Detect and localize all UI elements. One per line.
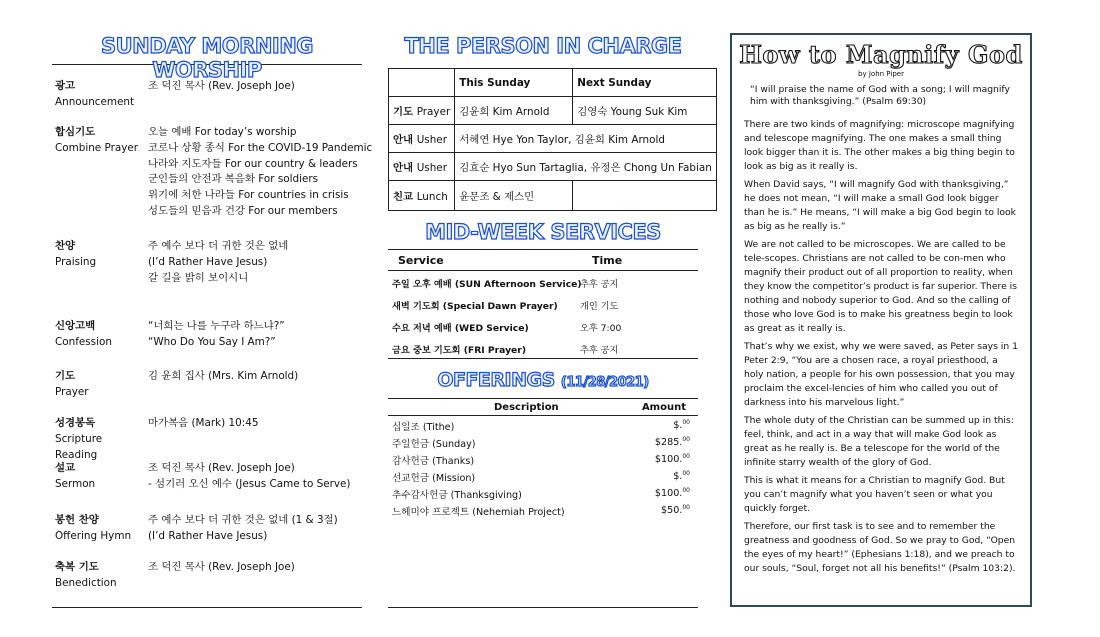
offerings-table	[388, 398, 698, 518]
worship-item-detail	[148, 79, 362, 95]
person-next	[573, 181, 717, 211]
midweek-service: 주일 오후 예배 (SUN Afternoon Service)	[392, 279, 582, 290]
article-box	[730, 33, 1032, 607]
offerings-title	[388, 369, 698, 391]
article-byline: by John Piper	[858, 70, 904, 78]
worship-item-korean: 설교	[55, 462, 76, 474]
worship-item-label	[55, 560, 145, 592]
article-paragraph: Therefore, our first task is to see and to remember the greatness and goodness of God. So we pray to God, “Open the eyes of my heart!” (Ephesians 1:18), and we preach to our souls, “Soul, forget not all his benefits!” (Psalm 103:2).	[744, 520, 1016, 574]
article-body	[744, 118, 1020, 576]
person-row	[389, 97, 717, 125]
worship-item-english: Combine Prayer	[55, 141, 139, 154]
person-header-next: Next Sunday	[573, 69, 717, 97]
worship-item-korean: 봉헌 찬양	[55, 514, 99, 526]
worship-item-english: Praising	[55, 255, 97, 268]
offering-amount-value: $.	[673, 420, 683, 432]
worship-item-label	[55, 79, 145, 111]
worship-item-korean: 기도	[55, 370, 76, 382]
person-role: 친교 Lunch	[389, 181, 455, 211]
worship-item-korean: 합심기도	[55, 126, 96, 138]
worship-item-line: 오늘 예배 For today’s worship	[148, 126, 297, 138]
worship-item-english: Offering Hymn	[55, 529, 132, 542]
article-paragraph: We are not called to be microscopes. We are called to be tele-scopes. Christians are not called to be con-men who magnify their product out of all proportion to reality, when they know the competitor’s product is far superior. There is nothing and nobody superior to God. And so the calling of those who love God is to make his greatness begin to look as great as it really is.	[744, 238, 1017, 334]
worship-item-line: “Who Do You Say I Am?”	[148, 335, 276, 348]
midweek-service: 금요 중보 기도회 (FRI Prayer)	[392, 345, 527, 356]
worship-item-korean: 찬양	[55, 240, 76, 252]
worship-item-line: 코로나 상황 종식 For the COVID-19 Pandemic	[148, 141, 373, 154]
person-this: 김윤희 Kim Arnold	[455, 97, 573, 125]
worship-item-line: 조 덕진 목사 (Rev. Joseph Joe)	[148, 80, 295, 92]
worship-item-korean: 신앙고백	[55, 320, 96, 332]
worship-item-line: 갈 길을 밝히 보이시니	[148, 271, 249, 284]
midweek-title: MID-WEEK SERVICES	[425, 220, 661, 244]
worship-item-line: 조 덕진 목사 (Rev. Joseph Joe)	[148, 462, 295, 474]
offering-amount	[673, 470, 690, 482]
worship-item-label	[55, 125, 145, 157]
worship-item-line: 위기에 처한 나라들 For countries in crisis	[148, 189, 349, 202]
worship-list	[52, 65, 373, 605]
offering-amount-cents: 00	[682, 436, 690, 443]
worship-item-line: 주 예수 보다 더 귀한 것은 없네 (1 & 3절)	[148, 514, 338, 526]
worship-item-detail	[148, 560, 362, 576]
worship-item-line: “너희는 나를 누구라 하느냐?”	[148, 320, 285, 332]
article-paragraph: That’s why we exist, why we were saved, as Peter says in 1 Peter 2:9, “You are a chosen race, a royal priesthood, a holy nation, a people for his own possession, that you may proclaim the excel-lencies of him who called you out of darkness into his marvelous light.”	[744, 340, 1018, 408]
worship-item-detail	[148, 319, 362, 351]
worship-item-detail	[148, 125, 373, 220]
person-this: 서혜연 Hye Yon Taylor, 김윤희 Kim Arnold	[455, 125, 717, 153]
midweek-col-service: Service	[398, 254, 444, 267]
worship-item-english: Prayer	[55, 385, 89, 398]
person-role: 안내 Usher	[389, 125, 455, 153]
worship-item-korean: 축복 기도	[55, 561, 99, 573]
worship-item-label	[55, 369, 145, 401]
offering-amount-value: $100.	[654, 488, 683, 500]
person-row	[389, 153, 717, 181]
worship-item-line: 군인들의 안전과 복음화 For soldiers	[148, 173, 319, 186]
person-table	[388, 68, 717, 211]
offering-row	[388, 467, 698, 484]
offering-row	[388, 484, 698, 501]
person-this: 김효순 Hyo Sun Tartaglia, 유정은 Chong Un Fabian	[455, 153, 717, 181]
midweek-row	[388, 315, 698, 337]
midweek-service: 새벽 기도회 (Special Dawn Prayer)	[392, 301, 558, 312]
offering-amount-cents: 00	[682, 504, 690, 511]
article-paragraph: This is what it means for a Christian to magnify God. But you can’t magnify what you haven’t seen or what you quickly forget.	[744, 474, 1005, 514]
offering-amount	[661, 504, 690, 516]
person-header-this: This Sunday	[455, 69, 573, 97]
offering-desc: 십일조 (Tithe)	[392, 422, 455, 433]
offering-amount-cents: 00	[682, 419, 690, 426]
worship-item-english: Sermon	[55, 477, 96, 490]
offering-desc: 주일헌금 (Sunday)	[392, 439, 476, 450]
offering-amount-value: $.	[673, 471, 683, 483]
worship-item-line: (I’d Rather Have Jesus)	[148, 529, 268, 542]
offering-amount-cents: 00	[682, 487, 690, 494]
worship-item-line: 김 윤희 집사 (Mrs. Kim Arnold)	[148, 370, 299, 382]
worship-item-line: 조 덕진 목사 (Rev. Joseph Joe)	[148, 561, 295, 573]
offerings-col-desc: Description	[494, 402, 559, 413]
person-role: 기도 Prayer	[389, 97, 455, 125]
worship-item-detail	[148, 416, 362, 432]
worship-item-label	[55, 461, 145, 493]
midweek-col-time: Time	[592, 254, 623, 267]
worship-title: SUNDAY MORNING WORSHIP	[100, 34, 314, 82]
offerings-rows	[388, 416, 698, 518]
worship-item-detail	[148, 369, 362, 385]
offering-desc: 선교헌금 (Mission)	[392, 473, 476, 484]
midweek-time: 개인 기도	[580, 301, 619, 312]
worship-item-detail	[148, 239, 362, 286]
offering-desc: 느헤미야 프로젝트 (Nehemiah Project)	[392, 507, 565, 518]
offering-row	[388, 501, 698, 518]
offering-amount-value: $100.	[654, 454, 683, 466]
offering-amount	[673, 419, 690, 431]
midweek-row	[388, 271, 698, 293]
article-paragraph: The whole duty of the Christian can be summed up in this: feel, think, and act in a way that will make God look as great as he really is. Be a telescope for the world of the infinite starry wealth of the glory of God.	[744, 414, 1014, 468]
article-paragraph: When David says, “I will magnify God with thanksgiving,” he does not mean, “I will make a small God look bigger than he is.” He means, “I will make a big God begin to look as big as he really is.”	[744, 178, 1016, 232]
article-verse: “I will praise the name of God with a song; I will magnify him with thanksgiving.” (Psalm 69:30)	[750, 84, 1010, 108]
offering-amount	[655, 436, 690, 448]
person-row	[389, 181, 717, 211]
worship-item-line: 나라와 지도자들 For our country & leaders	[148, 157, 358, 170]
article-title: How to Magnify God	[739, 40, 1023, 69]
worship-item-label	[55, 416, 145, 463]
worship-item-english: Announcement	[55, 95, 135, 108]
offering-row	[388, 450, 698, 467]
offering-amount-cents: 00	[682, 453, 690, 460]
midweek-time: 추후 공지	[580, 279, 619, 290]
worship-item-korean: 광고	[55, 80, 76, 92]
worship-item-korean: 성경봉독	[55, 417, 96, 429]
offering-desc: 추수감사헌금 (Thanksgiving)	[392, 490, 522, 501]
worship-item-line: (I’d Rather Have Jesus)	[148, 255, 268, 268]
midweek-service: 수요 저녁 예배 (WED Service)	[392, 323, 529, 334]
worship-item-label	[55, 319, 145, 351]
midweek-row	[388, 337, 698, 359]
worship-item-line: 성도들의 믿음과 건강 For our members	[148, 204, 338, 217]
worship-section	[52, 34, 373, 605]
offerings-title-text: OFFERINGS	[437, 369, 555, 391]
person-header-blank	[389, 69, 455, 97]
worship-item-english: Scripture Reading	[55, 432, 103, 461]
offering-amount-value: $50.	[660, 505, 683, 517]
worship-item-label	[55, 239, 145, 271]
offerings-col-amount: Amount	[641, 402, 686, 413]
article-paragraph: There are two kinds of magnifying: microscope magnifying and telescope magnifying. The one makes a small thing look bigger than it is. The other makes a big thing begin to look as big as it really is.	[744, 118, 1015, 172]
offerings-date: (11/28/2021)	[560, 375, 649, 390]
midweek-header	[388, 249, 698, 271]
person-this: 윤문조 & 제스민	[455, 181, 573, 211]
midweek-table	[388, 249, 698, 359]
offering-amount	[655, 453, 690, 465]
worship-bottom-rule	[52, 607, 362, 608]
worship-item-line: 마가복음 (Mark) 10:45	[148, 417, 259, 429]
person-role: 안내 Usher	[389, 153, 455, 181]
person-title: THE PERSON IN CHARGE	[404, 34, 682, 58]
offering-row	[388, 416, 698, 433]
midweek-time: 오후 7:00	[580, 323, 622, 334]
offering-row	[388, 433, 698, 450]
worship-item-detail	[148, 513, 362, 545]
worship-item-line: - 섬기러 오신 예수 (Jesus Came to Serve)	[148, 477, 351, 490]
person-row	[389, 125, 717, 153]
person-header-row	[389, 69, 717, 97]
person-next: 김영숙 Young Suk Kim	[573, 97, 717, 125]
offering-desc: 감사헌금 (Thanks)	[392, 456, 475, 467]
middle-section	[388, 34, 712, 518]
worship-item-line: 주 예수 보다 더 귀한 것은 없네	[148, 240, 289, 252]
offerings-header	[388, 398, 698, 416]
offering-amount-cents: 00	[682, 470, 690, 477]
worship-item-english: Confession	[55, 335, 112, 348]
middle-bottom-rule	[388, 607, 698, 608]
worship-item-english: Benediction	[55, 576, 117, 589]
offering-amount-value: $285.	[654, 437, 683, 449]
midweek-row	[388, 293, 698, 315]
midweek-time: 추후 공지	[580, 345, 619, 356]
worship-item-detail	[148, 461, 362, 493]
worship-item-label	[55, 513, 145, 545]
offering-amount	[655, 487, 690, 499]
